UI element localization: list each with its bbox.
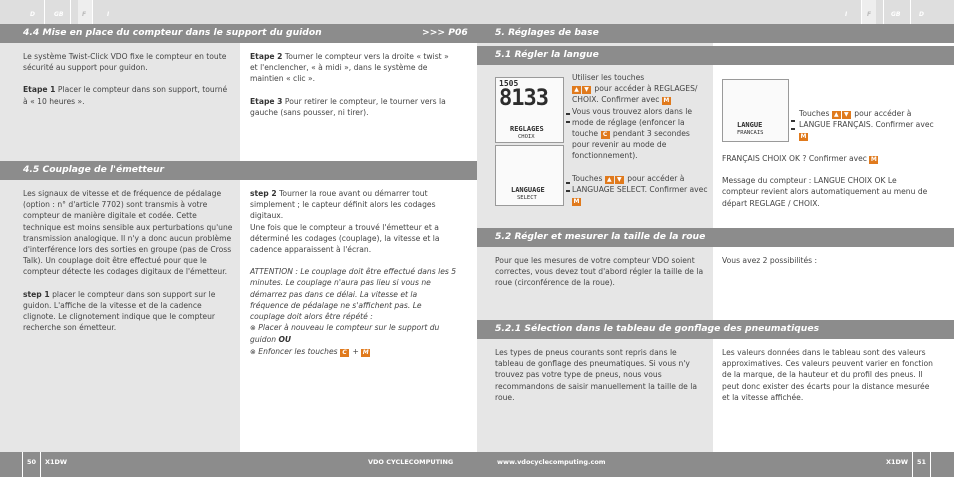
section-5-1-langue-instructions: [799, 108, 939, 142]
lcd-sub-label: FRANCAIS: [737, 130, 764, 136]
text: Vous vous trouvez alors dans le mode de réglage (enfoncer la touche: [572, 106, 693, 139]
section-4-4-col1: [23, 51, 233, 118]
down-key-icon: ▼: [582, 86, 591, 94]
paragraph: [250, 51, 452, 85]
lang-sep: [70, 0, 71, 24]
paragraph: [23, 289, 233, 334]
section-5-2-1-title: 5.2.1 Sélection dans le tableau de gonflage des pneumatiques: [495, 323, 820, 334]
lcd-sub-label: CHOIX: [518, 134, 535, 140]
bullet-icon: ⊗: [250, 347, 256, 356]
lang-tab-f: F: [867, 11, 872, 18]
step-text: Placer le compteur dans son support, tourné à « 10 heures ».: [23, 85, 228, 106]
lcd-big-digits: 8133: [499, 86, 548, 111]
lang-tab-d: D: [919, 11, 924, 18]
paragraph: [572, 72, 708, 106]
section-5-1-header: [477, 46, 954, 65]
section-5-2-title: 5.2 Régler et mesurer la taille de la roue: [495, 231, 706, 242]
plus-sign: +: [350, 346, 362, 356]
side-button-marks: [566, 113, 570, 123]
section-5-2-1-col2: Les valeurs données dans le tableau sont des valeurs approximatives. Ces valeurs peuvent varier en fonction de la marque, de la hauteur et du profil des pneus. Il peut donc exister des écarts pour la distance mesurée et la vitesse affichée.: [722, 348, 933, 402]
lang-sep: [910, 0, 911, 24]
lang-sep: [883, 0, 884, 24]
text: Touches: [799, 109, 832, 118]
lang-tab-f: F: [82, 11, 87, 18]
side-button-marks: [791, 120, 795, 130]
footer-sep: [912, 452, 913, 477]
paragraph: [572, 106, 708, 162]
section-5-2-1-header: [477, 320, 954, 339]
bullet-icon: ⊗: [250, 324, 256, 333]
section-5-header: [477, 24, 954, 43]
step-label: step 2: [250, 189, 277, 198]
paragraph: Le système Twist-Click VDO fixe le compteur en toute sécurité au support pour guidon.: [23, 52, 227, 73]
paragraph: [250, 188, 458, 222]
footer-page-number: 50: [27, 458, 37, 466]
text: Utiliser les touches: [572, 73, 645, 82]
text: pour accéder à LANGUE FRANÇAIS. Confirmer avec: [799, 109, 934, 130]
paragraph: [572, 173, 708, 207]
c-key-icon: C: [601, 131, 610, 139]
lang-tab-gb: GB: [54, 11, 64, 18]
text: pendant 3 secondes pour revenir au mode de fonctionnement).: [572, 129, 690, 161]
section-5-1-instructions: [572, 72, 708, 206]
m-key-icon: M: [663, 97, 670, 105]
footer-page-number: 51: [917, 458, 927, 466]
up-key-icon: ▲: [572, 86, 581, 94]
lang-tab-i: I: [845, 11, 848, 18]
lcd-display-langue: [722, 79, 789, 142]
section-4-4-title: 4.4 Mise en place du compteur dans le support du guidon: [23, 27, 322, 38]
m-key-icon: M: [362, 348, 369, 356]
step-text: Tourner la roue avant ou démarrer tout simplement ; le capteur définit alors les codages digitaux.: [250, 189, 436, 221]
paragraph: Une fois que le compteur a trouvé l'émetteur et a déterminé les codages (couplage), la vitesse et la cadence apparaissent à l'écran.: [250, 222, 440, 255]
paragraph: [722, 153, 932, 164]
lcd-sub-label: SELECT: [517, 195, 537, 201]
attention-note: ATTENTION : Le couplage doit être effectué dans les 5 minutes. Le couplage n'aura pas lieu si vous ne démarrez pas dans ce délai. La vitesse et la fréquence de pédalage ne s'affichent pas. Le couplage doit alors être répété :: [250, 267, 457, 322]
lcd-display-language: [495, 145, 564, 206]
footer-model: X1DW: [886, 458, 909, 466]
section-5-2-1-col1: Les types de pneus courants sont repris dans le tableau de gonflage des pneumatiques. Si vous n'y trouvez pas votre type de pneus, nous vous recommandons de saisir manuellement la taille de la roue.: [495, 348, 697, 402]
text: FRANÇAIS CHOIX OK ? Confirmer avec: [722, 154, 870, 163]
footer-model: X1DW: [45, 458, 68, 466]
lang-tab-i: I: [107, 11, 110, 18]
down-key-icon: ▼: [615, 176, 624, 184]
up-key-icon: ▲: [832, 111, 841, 119]
step-label: Etape 2: [250, 52, 283, 61]
section-4-4-col2: [250, 51, 452, 129]
step-label: Etape 1: [23, 85, 56, 95]
step-text: placer le compteur dans son support sur le guidon. L'affiche de la vitesse et de la cadence clignote. Le clignotement indique que le compteur recherche son émetteur.: [23, 289, 216, 333]
lcd-main-label: LANGUAGE: [511, 186, 545, 194]
section-4-5-header: [0, 161, 477, 180]
lcd-time: 1505: [499, 79, 519, 88]
bullet-item: [250, 322, 458, 345]
section-4-5-col1: [23, 188, 233, 344]
text: pour accéder à LANGUAGE SELECT. Confirmer avec: [572, 173, 708, 194]
step-label: Etape 3: [250, 96, 283, 106]
text: Touches: [572, 173, 605, 183]
text: pour accéder à REGLAGES/ CHOIX. Confirmer avec: [572, 84, 698, 105]
footer-sep: [40, 452, 41, 477]
lang-sep: [861, 0, 862, 24]
section-5-title: 5. Réglages de base: [495, 27, 599, 38]
footer-url: www.vdocyclecomputing.com: [497, 458, 606, 466]
step-text: Tourner le compteur vers la droite « twist » et l'enclencher, « à midi », dans le système de maintien « clic ».: [250, 52, 449, 84]
m-key-icon: M: [800, 133, 807, 141]
m-key-icon: M: [870, 156, 877, 163]
paragraph: [250, 96, 452, 118]
step-text: Pour retirer le compteur, le tourner vers la gauche (sans pousser, ni tirer).: [250, 96, 446, 117]
step-label: step 1: [23, 289, 50, 299]
section-4-4-header: [0, 24, 477, 43]
top-strip-left: [0, 0, 477, 24]
footer-brand: VDO CYCLECOMPUTING: [368, 458, 454, 466]
lang-sep: [92, 0, 93, 24]
section-5-2-col2: Vous avez 2 possibilités :: [722, 256, 818, 265]
bullet-item: [250, 346, 458, 358]
lang-sep: [44, 0, 45, 24]
section-5-2-col1: Pour que les mesures de votre compteur VDO soient correctes, vous devez tout d'abord régler la taille de la roue (circonférence de la roue).: [495, 256, 704, 288]
c-key-icon: C: [340, 349, 349, 357]
paragraph: Les signaux de vitesse et de fréquence de pédalage (option : n° d'article 7702) sont transmis à votre compteur de manière digitale et codée. Cette technique est moins sensible aux perturbations qu'une transmission analogique. Il n'y a donc aucun problème d'interférence lors des sorties en groupe (pas de Cross Talk). Un couplage doit être effectué pour que le compteur détecte les codages digitaux de l'émetteur.: [23, 189, 233, 277]
section-5-1-confirm: [722, 153, 932, 220]
section-4-5-col2: [250, 188, 458, 358]
bullet-or: OU: [278, 335, 292, 345]
lang-tab-d: D: [30, 11, 35, 18]
paragraph: Message du compteur : LANGUE CHOIX OK Le compteur revient alors automatiquement au menu de départ REGLAGE / CHOIX.: [722, 176, 928, 208]
paragraph: [23, 84, 233, 106]
down-key-icon: ▼: [842, 111, 851, 119]
bullet-text: Placer à nouveau le compteur sur le support du guidon: [250, 323, 440, 345]
section-5-2-header: [477, 228, 954, 247]
up-key-icon: ▲: [605, 176, 614, 184]
lcd-display-reglages: [495, 77, 564, 143]
m-key-icon: M: [573, 198, 580, 206]
bullet-text: Enfoncer les touches: [258, 346, 341, 356]
lcd-main-label: REGLAGES: [510, 125, 544, 133]
lang-tab-gb: GB: [891, 11, 901, 18]
section-4-4-ref: >>> P06: [422, 27, 468, 38]
lcd-main-label: LANGUE: [737, 121, 763, 129]
section-4-5-title: 4.5 Couplage de l'émetteur: [23, 164, 165, 175]
section-5-1-title: 5.1 Régler la langue: [495, 49, 599, 60]
footer-sep: [930, 452, 931, 477]
side-button-marks: [566, 182, 570, 192]
footer-sep: [22, 452, 23, 477]
